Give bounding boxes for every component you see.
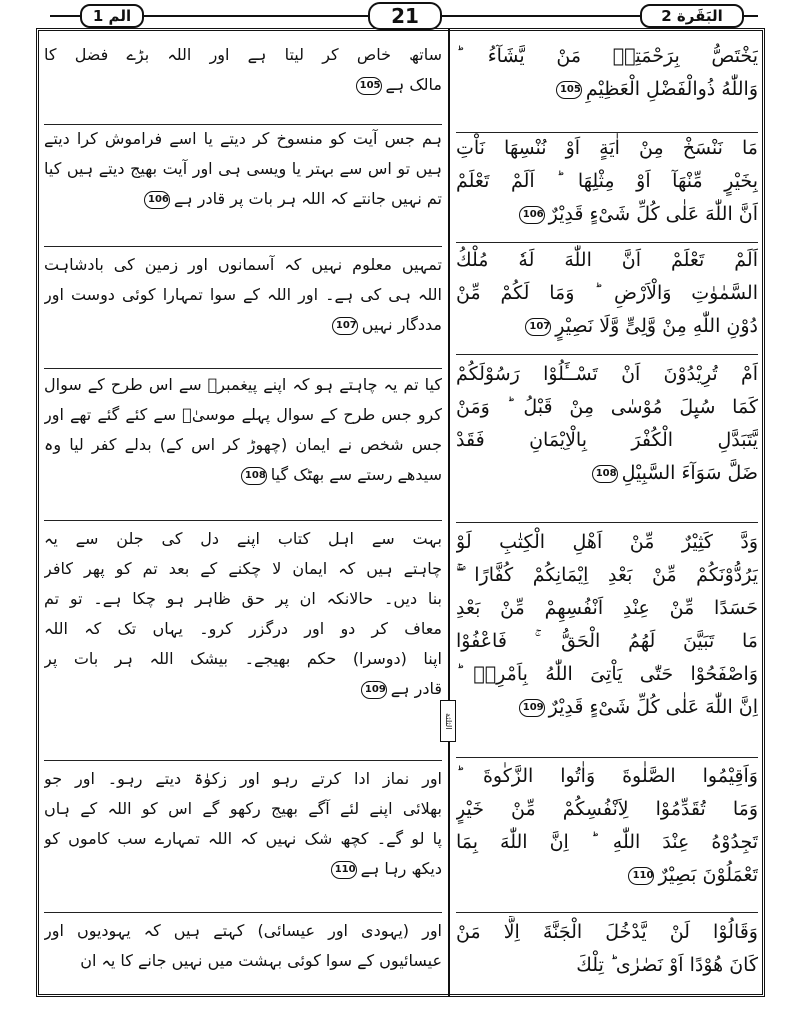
arabic-line: وَاللّٰهُ ذُوالْفَضْلِ الْعَظِيْمِ105 (456, 73, 758, 106)
urdu-line: ساتھ خاص کر لیتا ہے اور اللہ بڑے فضل کا (44, 45, 442, 64)
arabic-line: وَقَالُوْا لَنْ يَّدْخُلَ الْجَنَّةَ اِلَّا مَنْ (456, 921, 758, 943)
urdu-line: سیدھے رستے سے بھٹک گیا108 (44, 460, 442, 490)
urdu-line: کرو جس طرح کے سوال پہلے موسیٰؑ سے کئے گئے تھے اور (44, 405, 442, 424)
arabic-line: وَاصْفَحُوْا حَتّٰى يَاْتِىَ اللّٰهُ بِاَمْرِهٖ ؕ (456, 663, 758, 685)
urdu-translation-105 (44, 40, 442, 100)
urdu-translation-column (44, 32, 442, 992)
arabic-line: دُوْنِ اللّٰهِ مِنْ وَّلِىٍّ وَّلَا نَصِيْرٍ107 (456, 310, 758, 343)
urdu-line: بہت سے اہل کتاب اپنے دل کی جلن سے یہ (44, 529, 442, 548)
urdu-line: چاہتے ہیں کہ ایمان لا چکنے کے بعد تم کو پھر کافر (44, 559, 442, 578)
arabic-line: وَمَا تُقَدِّمُوْا لِاَنْفُسِكُمْ مِّنْ خَيْرٍ (456, 798, 758, 820)
arabic-line: حَسَدًا مِّنْ عِنْدِ اَنْفُسِهِمْ مِّنْ بَعْدِ (456, 597, 758, 619)
verse-number-badge: 109 (361, 681, 387, 699)
verse-number-badge: 109 (519, 699, 545, 717)
arabic-line: كَانَ هُوْدًا اَوْ نَصٰرٰى ؕ تِلْكَ (576, 954, 758, 976)
urdu-translation-108 (44, 370, 442, 490)
page-header (50, 4, 758, 26)
arabic-verse-107 (456, 244, 758, 343)
urdu-translation-cont (44, 916, 442, 976)
verse-separator (456, 242, 758, 243)
arabic-verse-105 (456, 40, 758, 106)
arabic-line: بِخَيْرٍ مِّنْهَآ اَوْ مِثْلِهَا ؕ اَلَمْ تَعْلَمْ (456, 170, 758, 192)
verse-number-badge: 108 (592, 465, 618, 483)
arabic-verse-106 (456, 132, 758, 231)
urdu-line: معاف کر دو اور درگزر کرو۔ یہاں تک کہ اللہ (44, 619, 442, 638)
urdu-line: جس شخص نے ایمان (چھوڑ کر اس کے) بدلے کفر لیا وہ (44, 435, 442, 454)
verse-separator (44, 246, 442, 247)
para-name: الم 1 (80, 4, 144, 28)
surah-name: البَقَرة 2 (640, 4, 744, 28)
arabic-line: اَلَمْ تَعْلَمْ اَنَّ اللّٰهَ لَهٗ مُلْكُ (456, 249, 758, 271)
verse-number-badge: 105 (356, 77, 382, 95)
arabic-verse-cont (456, 916, 758, 982)
arabic-line: تَجِدُوْهُ عِنْدَ اللّٰهِ ؕ اِنَّ اللّٰهَ بِمَا (456, 831, 758, 853)
arabic-line: اَنَّ اللّٰهَ عَلٰى كُلِّ شَىْءٍ قَدِيْرٌ106 (456, 198, 758, 231)
urdu-line: اللہ ہی کی ہے۔ اور اللہ کے سوا تمہارا کوئی دوست اور (44, 285, 442, 304)
verse-number-badge: 106 (519, 206, 545, 224)
urdu-line: مالک ہے105 (44, 70, 442, 100)
arabic-line: يَخْتَصُّ بِرَحْمَتِهٖ مَنْ يَّشَآءُ ؕ (456, 45, 758, 67)
verse-separator (456, 354, 758, 355)
arabic-line: يَرُدُّوْنَكُمْ مِّنْ بَعْدِ اِيْمَانِكُمْ كُفَّارًا ۖۚ (456, 564, 758, 586)
verse-number-badge: 110 (628, 867, 654, 885)
urdu-line: اور (یہودی اور عیسائی) کہتے ہیں کہ یہودیوں اور (44, 921, 442, 940)
verse-number-badge: 107 (332, 317, 358, 335)
page-number: 21 (368, 2, 442, 30)
urdu-translation-107 (44, 250, 442, 340)
verse-separator (456, 912, 758, 913)
arabic-verse-108 (456, 358, 758, 490)
urdu-line: کیا تم یہ چاہتے ہو کہ اپنے پیغمبرؐ سے اس طرح کے سوال (44, 375, 442, 394)
verse-number-badge: 105 (556, 81, 582, 99)
verse-separator (44, 520, 442, 521)
arabic-line: مَا تَبَيَّنَ لَهُمُ الْحَقُّ ۚ فَاعْفُوْا (456, 630, 758, 652)
arabic-line: وَدَّ كَثِيْرٌ مِّنْ اَهْلِ الْكِتٰبِ لَوْ (456, 531, 758, 553)
urdu-line: قادر ہے109 (44, 674, 442, 704)
arabic-line: كَمَا سُىِٕلَ مُوْسٰى مِنْ قَبْلُ ؕ وَمَنْ (456, 396, 758, 418)
verse-separator (456, 757, 758, 758)
urdu-line: ہم جس آیت کو منسوخ کر دیتے یا اسے فراموش کرا دیتے (44, 129, 442, 148)
arabic-line: ضَلَّ سَوَآءَ السَّبِيْلِ108 (456, 457, 758, 490)
arabic-verse-109 (456, 526, 758, 724)
arabic-verse-110 (456, 760, 758, 892)
arabic-line: اَمْ تُرِيْدُوْنَ اَنْ تَسْــَٔلُوْا رَسُوْلَكُمْ (456, 363, 758, 385)
verse-separator (44, 760, 442, 761)
verse-separator (44, 912, 442, 913)
urdu-line: دیکھ رہا ہے110 (44, 854, 442, 884)
arabic-line: مَا نَنْسَخْ مِنْ اٰيَةٍ اَوْ نُنْسِهَا نَاْتِ (456, 137, 758, 159)
urdu-line: بنا دیں۔ حالانکہ ان پر حق ظاہر ہو چکا ہے۔ تو تم (44, 589, 442, 608)
arabic-line: اِنَّ اللّٰهَ عَلٰى كُلِّ شَىْءٍ قَدِيْرٌ109 (456, 691, 758, 724)
verse-number-badge: 110 (331, 861, 357, 879)
verse-number-badge: 107 (525, 318, 551, 336)
arabic-line: السَّمٰوٰتِ وَالْاَرْضِ ؕ وَمَا لَكُمْ مِّنْ (456, 282, 758, 304)
urdu-translation-106 (44, 124, 442, 214)
urdu-line: عیسائیوں کے سوا کوئی بہشت میں نہیں جانے کا یہ ان (80, 951, 442, 970)
urdu-line: اپنا (دوسرا) حکم بھیجے۔ بیشک اللہ ہر بات پر (44, 649, 442, 668)
urdu-line: تم نہیں جانتے کہ اللہ ہر بات پر قادر ہے106 (44, 184, 442, 214)
urdu-translation-109 (44, 524, 442, 704)
urdu-line: اور نماز ادا کرتے رہو اور زکوٰۃ دیتے رہو۔ اور جو (44, 769, 442, 788)
margin-marker: الثلثة (440, 700, 456, 742)
verse-separator (44, 368, 442, 369)
verse-number-badge: 108 (241, 467, 267, 485)
verse-separator (456, 522, 758, 523)
urdu-line: پا لو گے۔ کچھ شک نہیں کہ اللہ تمہارے سب کاموں کو (44, 829, 442, 848)
urdu-line: مددگار نہیں107 (44, 310, 442, 340)
arabic-line: تَعْمَلُوْنَ بَصِيْرٌ110 (456, 859, 758, 892)
arabic-line: يَّتَبَدَّلِ الْكُفْرَ بِالْاِيْمَانِ فَقَدْ (456, 429, 758, 451)
verse-number-badge: 106 (144, 191, 170, 209)
column-divider (448, 28, 450, 997)
arabic-column (456, 32, 758, 992)
urdu-translation-110 (44, 764, 442, 884)
urdu-line: بھلائی اپنے لئے آگے بھیج رکھو گے اس کو اللہ کے ہاں (44, 799, 442, 818)
urdu-line: ہیں تو اس سے بہتر یا ویسی ہی اور آیت بھیج دیتے ہیں کیا (44, 159, 442, 178)
urdu-line: تمہیں معلوم نہیں کہ آسمانوں اور زمین کی بادشاہت (44, 255, 442, 274)
arabic-line: وَاَقِيْمُوا الصَّلٰوةَ وَاٰتُوا الزَّكٰوةَ ؕ (456, 765, 758, 787)
